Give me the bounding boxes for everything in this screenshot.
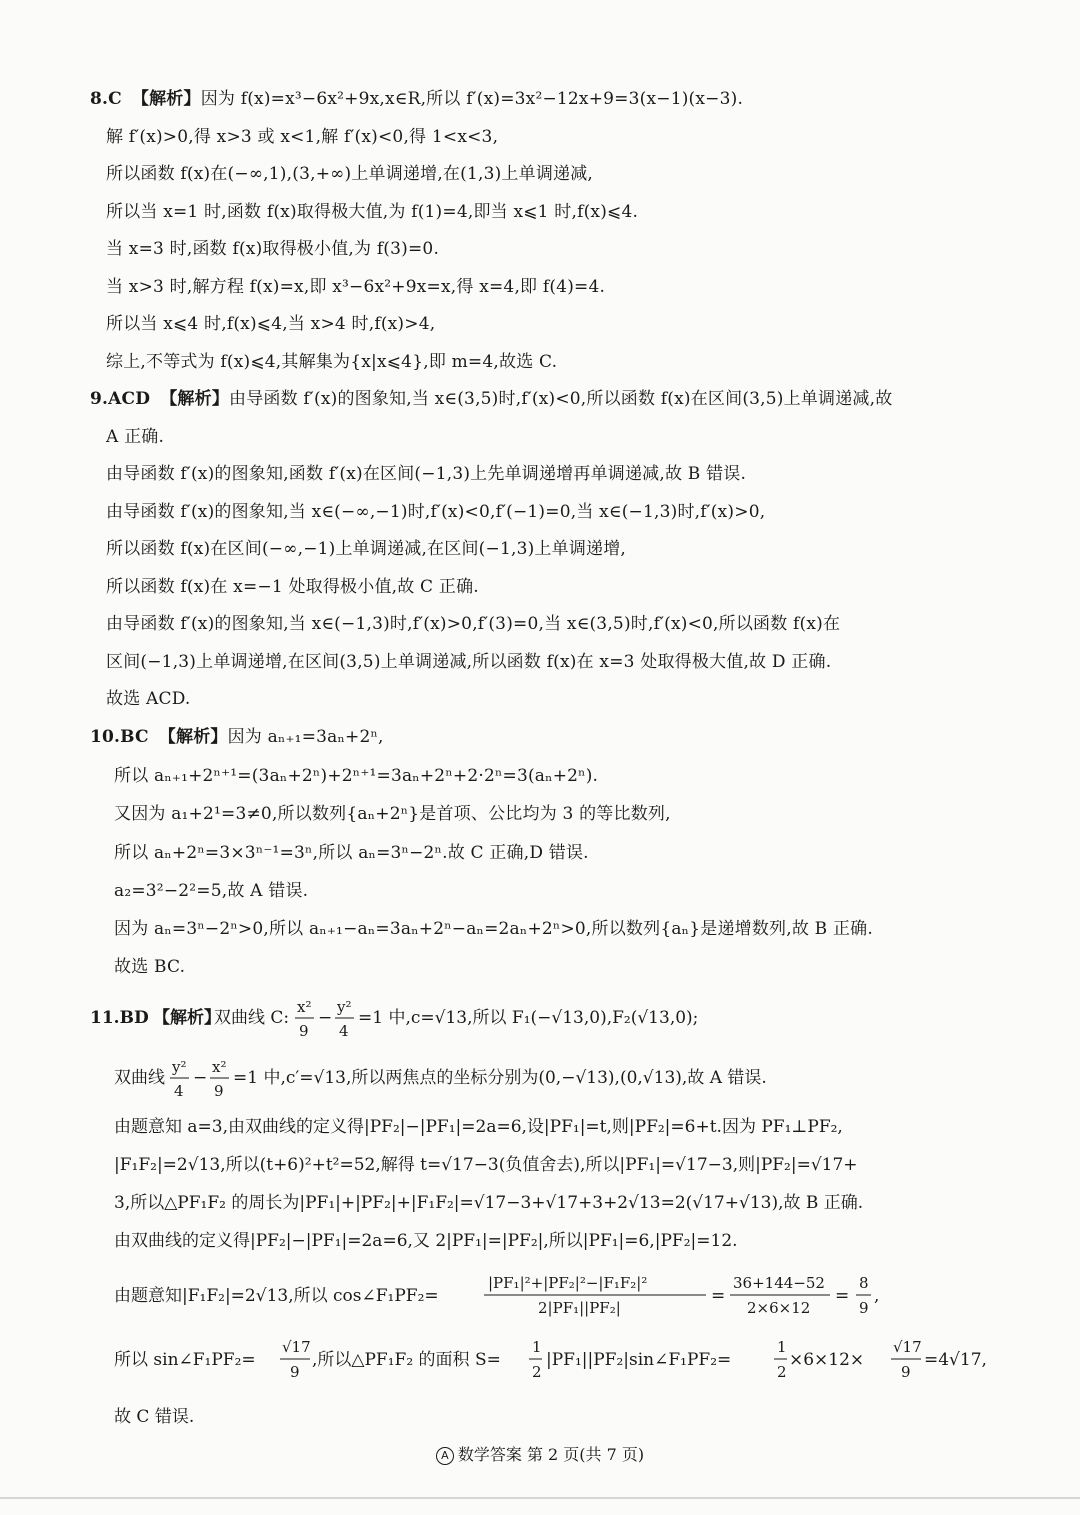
p11-sin-end: =4√17, <box>924 1350 987 1370</box>
cos-frac2-num: 36+144−52 <box>733 1274 825 1292</box>
page-footer <box>0 1444 1080 1466</box>
p10-line-6: 因为 aₙ=3ⁿ−2ⁿ>0,所以 aₙ₊₁−aₙ=3aₙ+2ⁿ−aₙ=2aₙ+2ⁿ>0,所以数列{aₙ}是递增数列,故 B 正确. <box>114 919 873 939</box>
p11-math-block <box>0 990 1080 1430</box>
p10-tag: 【解析】 <box>158 727 228 747</box>
p9-line-8: 区间(−1,3)上单调递增,在区间(3,5)上单调递减,所以函数 f(x)在 x=3 处取得极大值,故 D 正确. <box>106 652 832 672</box>
p9-number: 9.ACD <box>90 389 151 409</box>
p11-mid-3: 3,所以△PF₁F₂ 的周长为|PF₁|+|PF₂|+|F₁F₂|=√17−3+√17+3+2√13=2(√17+√13),故 B 正确. <box>114 1193 864 1213</box>
p11-mid-4: 由双曲线的定义得|PF₂|−|PF₁|=2a=6,又 2|PF₁|=|PF₂|,所以|PF₁|=6,|PF₂|=12. <box>114 1231 738 1251</box>
p11-mid-1: 由题意知 a=3,由双曲线的定义得|PF₂|−|PF₁|=2a=6,设|PF₁|=t,则|PF₂|=6+t.因为 PF₁⊥PF₂, <box>114 1117 843 1137</box>
p8-line-5: 当 x=3 时,函数 f(x)取得极小值,为 f(3)=0. <box>106 239 440 259</box>
cos-frac3-num: 8 <box>859 1274 869 1292</box>
p11-sin-mid3: ×6×12× <box>789 1350 865 1370</box>
cos-frac1-num: |PF₁|²+|PF₂|²−|F₁F₂|² <box>488 1274 648 1292</box>
sin-frac2-num: √17 <box>893 1338 922 1356</box>
p10-number: 10.BC <box>90 727 149 747</box>
p8-line-8: 综上,不等式为 f(x)⩽4,其解集为{x|x⩽4},即 m=4,故选 C. <box>106 352 558 372</box>
frac1-num: x² <box>297 998 312 1016</box>
p11-line2-post: =1 中,c′=√13,所以两焦点的坐标分别为(0,−√13),(0,√13),故 A 错误. <box>233 1068 767 1088</box>
frac2-num: y² <box>337 998 352 1016</box>
p11-sin-mid2: |PF₁||PF₂|sin∠F₁PF₂= <box>546 1350 732 1370</box>
p10-line-2: 所以 aₙ₊₁+2ⁿ⁺¹=(3aₙ+2ⁿ)+2ⁿ⁺¹=3aₙ+2ⁿ+2·2ⁿ=3(aₙ+2ⁿ). <box>114 766 599 786</box>
p10-text: 因为 aₙ₊₁=3aₙ+2ⁿ, <box>227 727 384 747</box>
half2-den: 2 <box>777 1363 787 1381</box>
p9-text: 由导函数 f′(x)的图象知,当 x∈(3,5)时,f′(x)<0,所以函数 f(x)在区间(3,5)上单调递减,故 <box>229 389 893 409</box>
p9-line-5: 所以函数 f(x)在区间(−∞,−1)上单调递减,在区间(−1,3)上单调递增, <box>106 539 627 559</box>
p11-line1-post: =1 中,c=√13,所以 F₁(−√13,0),F₂(√13,0); <box>358 1008 699 1028</box>
p9-line-9: 故选 ACD. <box>106 689 191 709</box>
half2-num: 1 <box>777 1338 787 1356</box>
p9-line-1 <box>90 388 892 410</box>
p8-tag: 【解析】 <box>131 89 201 109</box>
frac4-den: 9 <box>214 1082 224 1100</box>
p10-line-7: 故选 BC. <box>114 957 186 977</box>
p9-line-2: A 正确. <box>106 427 165 447</box>
footer-text: 数学答案 第 2 页(共 7 页) <box>457 1445 645 1464</box>
p10-line-5: a₂=3²−2²=5,故 A 错误. <box>114 881 309 901</box>
half1-num: 1 <box>532 1338 542 1356</box>
p8-line-4: 所以当 x=1 时,函数 f(x)取得极大值,为 f(1)=4,即当 x⩽1 时,f(x)⩽4. <box>106 202 639 222</box>
p9-tag: 【解析】 <box>160 389 230 409</box>
cos-frac2-den: 2×6×12 <box>747 1299 811 1317</box>
p8-line-2: 解 f′(x)>0,得 x>3 或 x<1,解 f′(x)<0,得 1<x<3, <box>106 127 499 147</box>
half1-den: 2 <box>532 1363 542 1381</box>
frac3-den: 4 <box>174 1082 184 1100</box>
p11-mid-2: |F₁F₂|=2√13,所以(t+6)²+t²=52,解得 t=√17−3(负值舍去),所以|PF₁|=√17−3,则|PF₂|=√17+ <box>114 1155 858 1175</box>
p10-line-4: 所以 aₙ+2ⁿ=3×3ⁿ⁻¹=3ⁿ,所以 aₙ=3ⁿ−2ⁿ.故 C 正确,D 错误. <box>114 843 589 863</box>
frac1-minus: − <box>318 1008 333 1028</box>
frac2-den: 4 <box>339 1022 349 1040</box>
p10-line-1 <box>90 726 384 748</box>
p11-cos-pre: 由题意知|F₁F₂|=2√13,所以 cos∠F₁PF₂= <box>114 1286 439 1306</box>
p9-line-3: 由导函数 f′(x)的图象知,函数 f′(x)在区间(−1,3)上先单调递增再单调递减,故 B 错误. <box>106 464 747 484</box>
p9-line-6: 所以函数 f(x)在 x=−1 处取得极小值,故 C 正确. <box>106 577 479 597</box>
sin-frac2-den: 9 <box>901 1363 911 1381</box>
p8-line-3: 所以函数 f(x)在(−∞,1),(3,+∞)上单调递增,在(1,3)上单调递减, <box>106 164 594 184</box>
sin-frac-num: √17 <box>282 1338 311 1356</box>
cos-frac1-den: 2|PF₁||PF₂| <box>538 1299 621 1317</box>
p10-line-3: 又因为 a₁+2¹=3≠0,所以数列{aₙ+2ⁿ}是首项、公比均为 3 的等比数列, <box>114 804 671 824</box>
p8-line-7: 所以当 x⩽4 时,f(x)⩽4,当 x>4 时,f(x)>4, <box>106 314 436 334</box>
p11-line1-pre: 双曲线 C: <box>214 1008 290 1028</box>
sin-frac-den: 9 <box>290 1363 300 1381</box>
frac4-num: x² <box>212 1058 227 1076</box>
p11-number: 11.BD <box>90 1008 149 1028</box>
p11-sin-pre: 所以 sin∠F₁PF₂= <box>114 1350 256 1370</box>
version-circle-icon: A <box>436 1447 454 1465</box>
p9-line-4: 由导函数 f′(x)的图象知,当 x∈(−∞,−1)时,f′(x)<0,f′(−1)=0,当 x∈(−1,3)时,f′(x)>0, <box>106 502 766 522</box>
p11-sin-mid: ,所以△PF₁F₂ 的面积 S= <box>312 1350 501 1370</box>
p8-line-1 <box>90 88 743 110</box>
cos-frac3-den: 9 <box>859 1299 869 1317</box>
p8-text: 因为 f(x)=x³−6x²+9x,x∈R,所以 f′(x)=3x²−12x+9=3(x−1)(x−3). <box>200 89 744 109</box>
frac1-den: 9 <box>299 1022 309 1040</box>
bottom-divider <box>0 1497 1080 1499</box>
p8-number: 8.C <box>90 89 122 109</box>
cos-eq-1: = <box>711 1286 726 1306</box>
p9-line-7: 由导函数 f′(x)的图象知,当 x∈(−1,3)时,f′(x)>0,f′(3)=0,当 x∈(3,5)时,f′(x)<0,所以函数 f(x)在 <box>106 614 841 634</box>
p11-tag: 【解析】 <box>153 1008 221 1028</box>
frac3-minus: − <box>193 1068 208 1088</box>
cos-end: , <box>874 1286 880 1306</box>
p8-line-6: 当 x>3 时,解方程 f(x)=x,即 x³−6x²+9x=x,得 x=4,即 f(4)=4. <box>106 277 606 297</box>
frac3-num: y² <box>172 1058 187 1076</box>
p11-last: 故 C 错误. <box>114 1407 195 1427</box>
p11-line2-pre: 双曲线 <box>114 1068 165 1088</box>
cos-eq-2: = <box>835 1286 850 1306</box>
